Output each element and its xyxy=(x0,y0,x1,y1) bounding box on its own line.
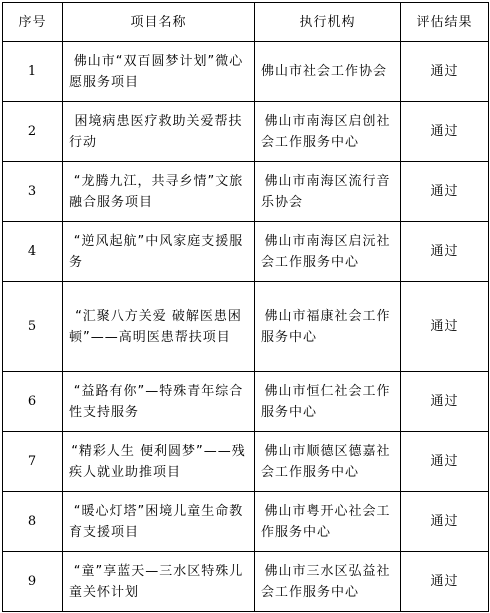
result: 通过 xyxy=(401,282,489,372)
organization: 佛山市福康社会工作服务中心 xyxy=(255,282,401,372)
table-row xyxy=(3,432,489,492)
organization: 佛山市南海区流行音乐协会 xyxy=(255,162,401,222)
table-row xyxy=(3,492,489,552)
table-row xyxy=(3,222,489,282)
header-project-name: 项目名称 xyxy=(63,3,255,42)
table-row xyxy=(3,102,489,162)
evaluation-table xyxy=(2,2,489,612)
organization: 佛山市南海区启创社会工作服务中心 xyxy=(255,102,401,162)
project-name: “童”享蓝天—三水区特殊儿童关怀计划 xyxy=(63,552,255,612)
row-number: 9 xyxy=(3,552,63,612)
row-number: 1 xyxy=(3,42,63,102)
row-number: 4 xyxy=(3,222,63,282)
header-result: 评估结果 xyxy=(401,3,489,42)
project-name: “龙腾九江，共寻乡情”文旅融合服务项目 xyxy=(63,162,255,222)
result: 通过 xyxy=(401,372,489,432)
row-number: 6 xyxy=(3,372,63,432)
row-number: 3 xyxy=(3,162,63,222)
project-name: “逆风起航”中风家庭支援服务 xyxy=(63,222,255,282)
table-row xyxy=(3,372,489,432)
organization: 佛山市南海区启沅社会工作服务中心 xyxy=(255,222,401,282)
result: 通过 xyxy=(401,102,489,162)
result: 通过 xyxy=(401,222,489,282)
project-name: “精彩人生 便利圆梦”——残疾人就业助推项目 xyxy=(63,432,255,492)
result: 通过 xyxy=(401,42,489,102)
row-number: 2 xyxy=(3,102,63,162)
table-header-row xyxy=(3,3,489,42)
table-row xyxy=(3,552,489,612)
result: 通过 xyxy=(401,162,489,222)
organization: 佛山市三水区弘益社会工作服务中心 xyxy=(255,552,401,612)
row-number: 5 xyxy=(3,282,63,372)
organization: 佛山市恒仁社会工作服务中心 xyxy=(255,372,401,432)
row-number: 7 xyxy=(3,432,63,492)
project-name: “益路有你”—特殊青年综合性支持服务 xyxy=(63,372,255,432)
table-row xyxy=(3,42,489,102)
project-name: 困境病患医疗救助关爱帮扶行动 xyxy=(63,102,255,162)
organization: 佛山市社会工作协会 xyxy=(255,42,401,102)
project-name: “暖心灯塔”困境儿童生命教育支援项目 xyxy=(63,492,255,552)
organization: 佛山市粤开心社会工作服务中心 xyxy=(255,492,401,552)
project-name: 佛山市“双百圆梦计划”微心愿服务项目 xyxy=(63,42,255,102)
result: 通过 xyxy=(401,432,489,492)
result: 通过 xyxy=(401,492,489,552)
header-organization: 执行机构 xyxy=(255,3,401,42)
table-row xyxy=(3,162,489,222)
organization: 佛山市顺德区德嘉社会工作服务中心 xyxy=(255,432,401,492)
header-number: 序号 xyxy=(3,3,63,42)
result: 通过 xyxy=(401,552,489,612)
project-name: “汇聚八方关爱 破解医患困顿”——高明医患帮扶项目 xyxy=(63,282,255,372)
table-row xyxy=(3,282,489,372)
row-number: 8 xyxy=(3,492,63,552)
